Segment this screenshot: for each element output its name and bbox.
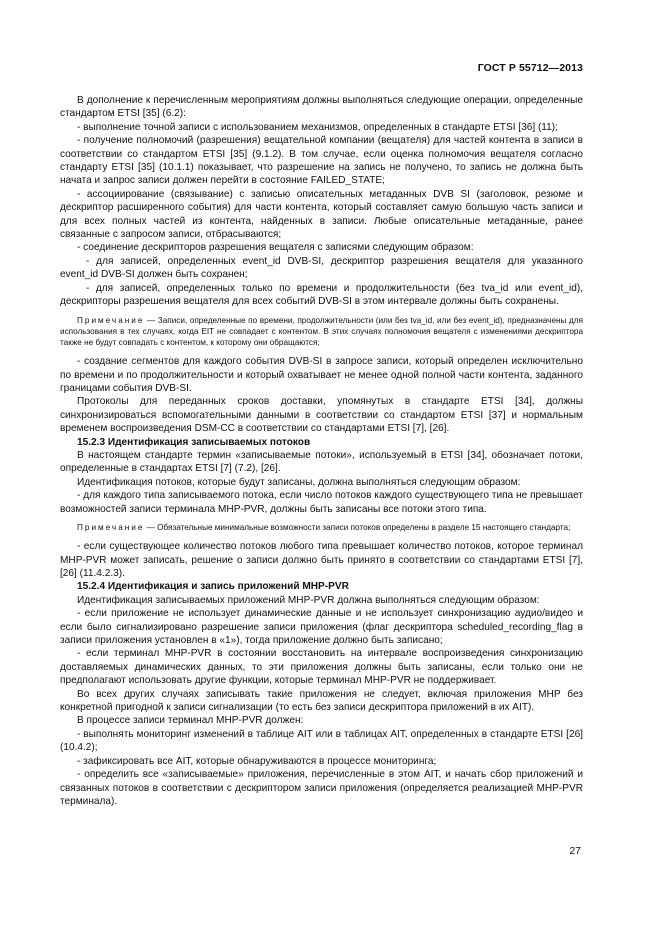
list-item: - для записей, определенных только по времени и продолжительности (без tva_id или event_id), дескрипторы разрешения вещателя для всех событий DVB-SI в этом интервале должны быть сохранены.: [60, 282, 583, 308]
list-item: - выполнение точной записи с использованием механизмов, определенных в стандарте ETSI [36] (11);: [77, 121, 558, 133]
list-item: - если существующее количество потоков любого типа превышает количество потоков, которое терминал MHP-PVR может записать, решение о записи должно быть принято в соответствии со стандартами ETSI [7], [26] (11.4.2.3).: [60, 541, 583, 579]
note-text: — Обязательные минимальные возможности записи потоков определены в разделе 15 настоящего стандарта;: [144, 522, 571, 532]
paragraph: Идентификация потоков, которые будут записаны, должна выполняться следующим образом:: [77, 476, 521, 488]
note-label: Примечание: [77, 315, 145, 325]
list-item: - для каждого типа записываемого потока, если число потоков каждого существующего типа не превышает возможностей записи терминала MHP-PVR, должны быть записаны все потоки этого типа.: [60, 490, 583, 515]
paragraph: В дополнение к перечисленным мероприятиям должны выполняться следующие операции, определенные стандартом ETSI [35] (6.2):: [60, 95, 583, 120]
list-item: - соединение дескрипторов разрешения вещателя с записями следующим образом:: [77, 242, 474, 254]
list-item: - если приложение не использует динамические данные и не использует синхронизацию аудио/видео и если было сигнализировано разрешение записи приложения (флаг дескриптора scheduled_recording_flag в записи приложения установлен в «1»), тогда приложение должно быть записано;: [60, 608, 583, 647]
document-body: [60, 94, 583, 808]
note: [60, 315, 583, 349]
section-heading: 15.2.4 Идентификация и запись приложений MHP-PVR: [77, 581, 349, 593]
list-item: - ассоциирование (связывание) с записью описательных метаданных DVB SI (заголовок, резюме и дескриптор расширенного события) для части контента, который составляет самую большую часть записи и для всех полных частей из контента, найденных в записи. Любые описательные метаданные, ранее связанные с запросом записи, отбрасываются;: [60, 188, 583, 241]
paragraph: В настоящем стандарте термин «записываемые потоки», используемый в ETSI [34], обозначает потоки, определенные в стандартах ETSI [7] (7.2), [26].: [60, 449, 583, 475]
paragraph: В процессе записи терминал MHP-PVR должен:: [77, 715, 304, 727]
note: [60, 522, 583, 533]
page-number: 27: [569, 845, 581, 857]
paragraph: Протоколы для переданных сроков доставки, упомянутых в стандарте ETSI [34], должны синхронизироваться вспомогательными данными в соответствии со стандартом ETSI [37] и нормальным временем воспроизведения DSM-CC в соответствии со стандартами ETSI [7], [26].: [60, 396, 583, 435]
paragraph: Идентификация записываемых приложений MHP-PVR должна выполняться следующим образом:: [77, 594, 540, 606]
list-item: - если терминал MHP-PVR в состоянии восстановить на интервале воспроизведения синхронизацию доставляемых динамических данных, то эти приложения должны быть записаны, если только они не предполагают использовать другие функции, которые терминал MHP-PVR не поддерживает.: [60, 648, 583, 687]
document-header: ГОСТ Р 55712—2013: [477, 62, 583, 74]
list-item: - определить все «записываемые» приложения, перечисленные в этом AIT, и начать сбор приложений и связанных потоков в соответствии с дескриптором записи приложения (определяется реализацией MHP-PVR терминала).: [60, 769, 583, 807]
list-item: - зафиксировать все AIT, которые обнаруживаются в процессе мониторинга;: [77, 755, 437, 767]
note-label: Примечание: [77, 522, 145, 532]
list-item: - создание сегментов для каждого события DVB-SI в запросе записи, который определен исключительно по времени и по продолжительности и который охватывает не менее одной полной части контента, заданного границами события DVB-SI.: [60, 356, 583, 394]
list-item: - получение полномочий (разрешения) вещательной компании (вещателя) для частей контента в записи в соответствии со стандартом ETSI [35] (9.1.2). В том случае, если оценка полномочия вещателя согласно стандарту ETSI [35] (10.1.1) показывает, что разрешение на запись не получено, то запись не должна быть начата и запрос записи должен перейти в состояние FAILED_STATE;: [60, 135, 583, 187]
paragraph: Во всех других случаях записывать такие приложения не следует, включая приложения MHP без конкретной пригодной к записи сигнализации (то есть без записи дескриптора приложений в их AIT).: [60, 688, 583, 714]
list-item: - выполнять мониторинг изменений в таблице AIT или в таблицах AIT, определенных в стандарте ETSI [26] (10.4.2);: [60, 728, 583, 754]
section-heading: 15.2.3 Идентификация записываемых потоков: [77, 436, 311, 448]
note-text: — Записи, определенные по времени, продолжительности (или без tva_id, или без event_id), предназначены для использования в тех случаях, когда EIT не совпадает с контентом. В этих случаях полномочия вещателя с изменениями дескриптора также не будут совпадать с контентом, к которому они обращаются;: [60, 315, 583, 347]
list-item: - для записей, определенных event_id DVB-SI, дескриптор разрешения вещателя для указанного event_id DVB-SI должен быть сохранен;: [60, 255, 583, 281]
